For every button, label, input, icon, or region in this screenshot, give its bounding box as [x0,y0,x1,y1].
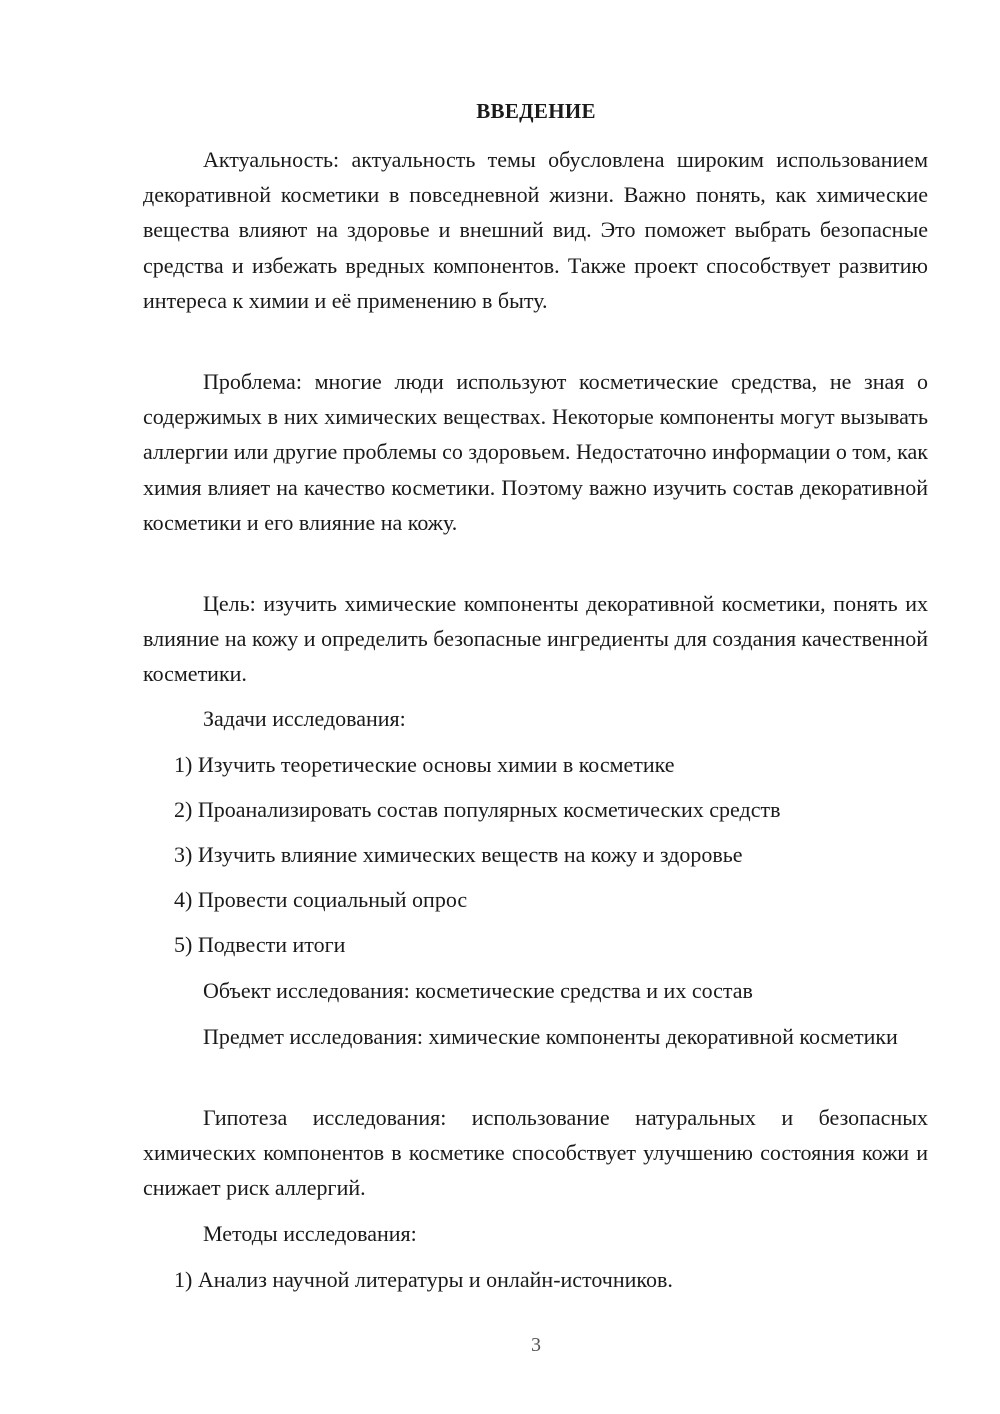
object-paragraph: Объект исследования: косметические средства и их состав [203,978,753,1003]
methods-title: Методы исследования: [203,1221,417,1246]
problem-paragraph: Проблема: многие люди используют косметические средства, не зная о содержимых в них химических веществах. Некоторые компоненты могут вызывать аллергии или другие проблемы со здоровьем. Недостаточно информации о том, как химия влияет на качество косметики. Поэтому важно изучить состав декоративной косметики и его влияние на кожу. [143,369,928,535]
task-item: 2) Проанализировать состав популярных косметических средств [174,797,781,822]
task-item: 4) Провести социальный опрос [174,887,468,912]
tasks-title: Задачи исследования: [203,706,406,731]
task-item: 3) Изучить влияние химических веществ на кожу и здоровье [174,842,743,867]
method-item: 1) Анализ научной литературы и онлайн-источников. [174,1267,673,1292]
task-item: 1) Изучить теоретические основы химии в косметике [174,752,675,777]
task-item: 5) Подвести итоги [174,932,346,957]
hypothesis-paragraph: Гипотеза исследования: использование натуральных и безопасных химических компонентов в косметике способствует улучшению состояния кожи и снижает риск аллергий. [143,1105,928,1201]
relevance-paragraph: Актуальность: актуальность темы обусловлена широким использованием декоративной косметики в повседневной жизни. Важно понять, как химические вещества влияют на здоровье и внешний вид. Это поможет выбрать безопасные средства и избежать вредных компонентов. Также проект способствует развитию интереса к химии и её применению в быту. [143,147,928,313]
page-number: 3 [531,1334,541,1356]
subject-paragraph: Предмет исследования: химические компоненты декоративной косметики [203,1024,898,1049]
goal-paragraph: Цель: изучить химические компоненты декоративной косметики, понять их влияние на кожу и определить безопасные ингредиенты для создания качественной косметики. [143,591,928,687]
section-heading: ВВЕДЕНИЕ [476,99,596,123]
